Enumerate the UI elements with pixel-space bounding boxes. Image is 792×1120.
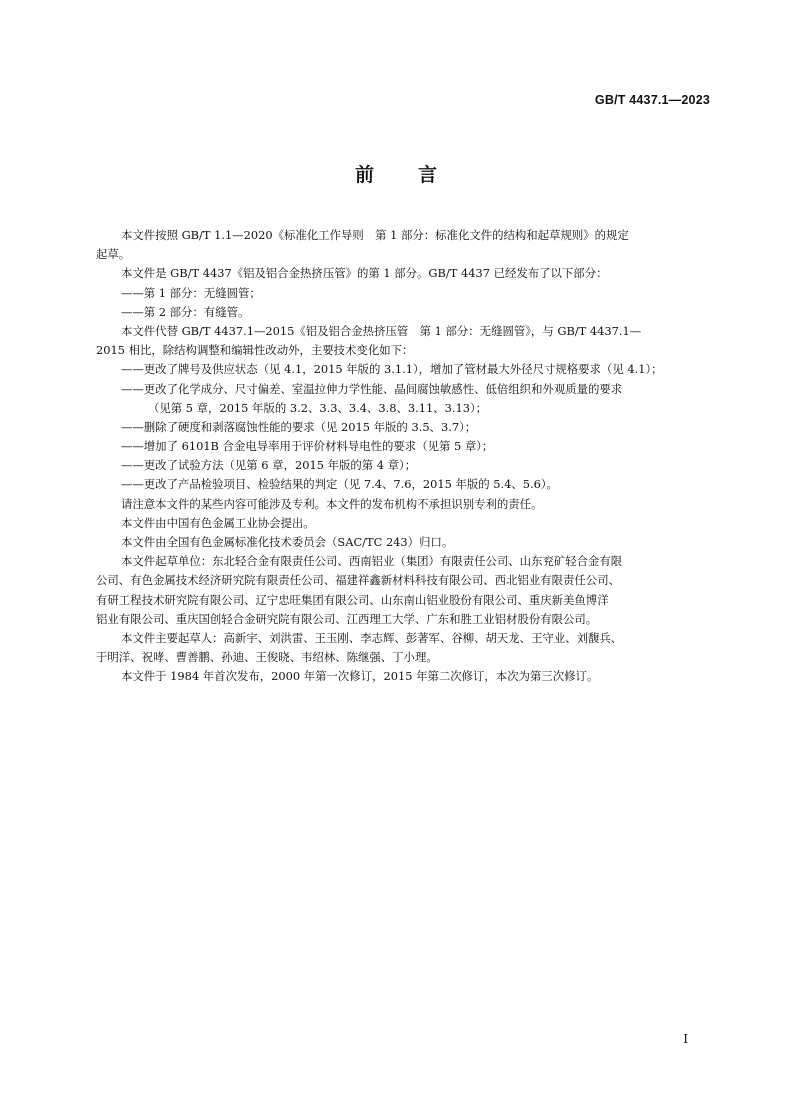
- standard-number: GB/T 4437.1—2023: [594, 93, 710, 107]
- page-title: [0, 160, 792, 187]
- list-item: ——第 1 部分：无缝圆管；: [121, 285, 261, 300]
- paragraph-line: 本文件主要起草人：高新宇、刘洪雷、王玉刚、李志辉、彭著军、谷柳、胡天龙、王守业、刘馥兵、: [121, 630, 623, 645]
- list-item-continuation: （见第 5 章，2015 年版的 3.2、3.3、3.4、3.8、3.11、3.13）；: [148, 400, 488, 415]
- list-item: ——更改了试验方法（见第 6 章，2015 年版的第 4 章）；: [121, 458, 417, 473]
- paragraph-line: 本文件是 GB/T 4437《铝及铝合金热挤压管》的第 1 部分。GB/T 4437 已经发布了以下部分：: [121, 266, 608, 281]
- paragraph-line: 请注意本文件的某些内容可能涉及专利。本文件的发布机构不承担识别专利的责任。: [121, 496, 543, 511]
- title-char-2: 言: [418, 164, 438, 186]
- paragraph-line: 本文件代替 GB/T 4437.1—2015《铝及铝合金热挤压管 第 1 部分：无缝圆管》，与 GB/T 4437.1—: [121, 323, 642, 338]
- list-item: ——增加了 6101B 合金电导率用于评价材料导电性的要求（见第 5 章）；: [121, 439, 494, 454]
- paragraph-line: 公司、有色金属技术经济研究院有限责任公司、福建祥鑫新材料科技有限公司、西北铝业有限责任公司、: [96, 573, 620, 588]
- paragraph-line: 本文件起草单位：东北轻合金有限责任公司、西南铝业（集团）有限责任公司、山东兖矿轻合金有限: [121, 554, 623, 569]
- list-item: ——更改了牌号及供应状态（见 4.1，2015 年版的 3.1.1），增加了管材最大外径尺寸规格要求（见 4.1）；: [121, 362, 663, 377]
- paragraph-line: 有研工程技术研究院有限公司、辽宁忠旺集团有限公司、山东南山铝业股份有限公司、重庆新美鱼博洋: [96, 592, 609, 607]
- paragraph-line: 起草。: [96, 247, 131, 262]
- list-item: ——删除了硬度和剥落腐蚀性能的要求（见 2015 年版的 3.5、3.7）；: [121, 419, 477, 434]
- list-item: ——第 2 部分：有缝管。: [121, 304, 250, 319]
- list-item: ——更改了化学成分、尺寸偏差、室温拉伸力学性能、晶间腐蚀敏感性、低倍组织和外观质量的要求: [121, 381, 623, 396]
- paragraph-line: 本文件由全国有色金属标准化技术委员会（SAC/TC 243）归口。: [121, 535, 454, 549]
- title-char-1: 前: [354, 164, 374, 186]
- paragraph-line: 2015 相比，除结构调整和编辑性改动外，主要技术变化如下：: [96, 343, 414, 358]
- page-number: I: [683, 1032, 688, 1046]
- foreword-body: [96, 226, 708, 687]
- paragraph-line: 铝业有限公司、重庆国创轻合金研究院有限公司、江西理工大学、广东和胜工业铝材股份有限公司。: [96, 611, 598, 626]
- paragraph-line: 本文件于 1984 年首次发布，2000 年第一次修订，2015 年第二次修订，本次为第三次修订。: [121, 669, 599, 684]
- paragraph-line: 于明洋、祝哮、曹善鹏、孙迪、王俊晓、韦绍林、陈继强、丁小理。: [96, 650, 438, 665]
- paragraph-line: 本文件由中国有色金属工业协会提出。: [121, 515, 315, 530]
- list-item: ——更改了产品检验项目、检验结果的判定（见 7.4、7.6，2015 年版的 5.4、5.6）。: [121, 477, 558, 492]
- paragraph-line: 本文件按照 GB/T 1.1—2020《标准化工作导则 第 1 部分：标准化文件的结构和起草规则》的规定: [121, 228, 629, 242]
